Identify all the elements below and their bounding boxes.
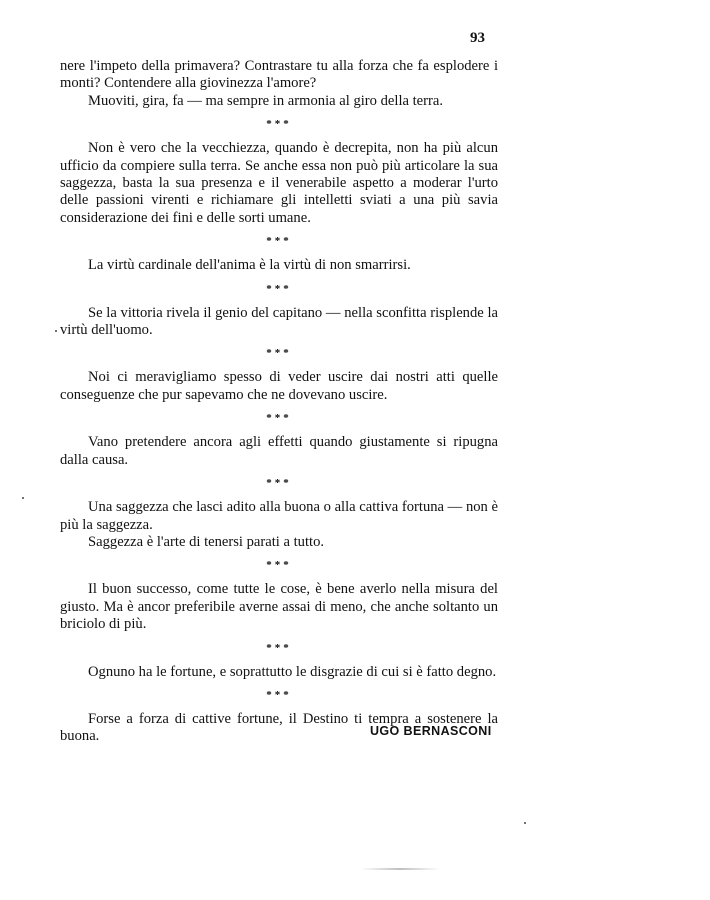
section-separator: *** bbox=[266, 282, 292, 295]
paragraph-text: Se la vittoria rivela il genio del capitano — nella sconfitta risplende la virtù dell'uomo. bbox=[60, 304, 498, 339]
section-separator: *** bbox=[266, 235, 292, 248]
paragraph-text: Noi ci meravigliamo spesso di veder uscire dai nostri atti quelle conseguenze che pur sapevamo che ne dovevano uscire. bbox=[60, 369, 498, 403]
page-number: 93 bbox=[470, 30, 485, 46]
scan-speck bbox=[524, 822, 526, 824]
paragraph-text: La virtù cardinale dell'anima è la virtù di non smarrirsi. bbox=[88, 257, 411, 274]
aphorism-1 bbox=[60, 58, 498, 110]
paragraph-text: Non è vero che la vecchiezza, quando è decrepita, non ha più alcun ufficio da compiere sulla terra. Se anche essa non può più articolare la sua saggezza, basta la sua presenza e il venerabile aspetto a moderar l'urto delle passioni virenti e richiamare gli intelletti sviati a una più savia considerazione dei fini e delle sorti umane. bbox=[60, 140, 498, 226]
paragraph-text: Una saggezza che lasci adito alla buona o alla cattiva fortuna — non è più la saggezza. bbox=[60, 499, 498, 533]
aphorism-7 bbox=[60, 499, 498, 551]
aphorism-3 bbox=[60, 257, 498, 274]
scan-speck bbox=[22, 497, 24, 499]
section-separator: *** bbox=[266, 118, 292, 131]
section-separator: *** bbox=[266, 347, 292, 360]
scan-smudge bbox=[360, 868, 440, 870]
section-separator: *** bbox=[266, 559, 292, 572]
aphorism-8 bbox=[60, 581, 498, 633]
aphorism-9 bbox=[60, 664, 498, 681]
text-column bbox=[60, 58, 498, 746]
paragraph-text: Muoviti, gira, fa — ma sempre in armonia al giro della terra. bbox=[88, 92, 443, 109]
section-separator: *** bbox=[266, 412, 292, 425]
section-separator: *** bbox=[266, 641, 292, 654]
aphorism-4 bbox=[60, 305, 498, 340]
author-signature: UGO BERNASCONI bbox=[370, 724, 492, 738]
paragraph-text: Forse a forza di cattive fortune, il Destino ti tempra a sostenere la buona. bbox=[60, 710, 498, 745]
section-separator: *** bbox=[266, 477, 292, 490]
aphorism-5 bbox=[60, 369, 498, 404]
paragraph-text: Saggezza è l'arte di tenersi parati a tutto. bbox=[88, 533, 325, 550]
scan-speck bbox=[55, 330, 57, 332]
aphorism-2 bbox=[60, 140, 498, 227]
paragraph-text: Ognuno ha le fortune, e soprattutto le disgrazie di cui si è fatto degno. bbox=[88, 663, 497, 680]
section-separator: *** bbox=[266, 688, 292, 701]
paragraph-text: nere l'impeto della primavera? Contrastare tu alla forza che fa esplodere i monti? Contendere alla giovinezza l'amore? bbox=[60, 58, 498, 92]
aphorism-6 bbox=[60, 434, 498, 469]
paragraph-text: Vano pretendere ancora agli effetti quando giustamente si ripugna dalla causa. bbox=[60, 434, 498, 468]
paragraph-text: Il buon successo, come tutte le cose, è bene averlo nella misura del giusto. Ma è ancor preferibile averne assai di meno, che anche soltanto un briciolo di più. bbox=[60, 581, 498, 633]
